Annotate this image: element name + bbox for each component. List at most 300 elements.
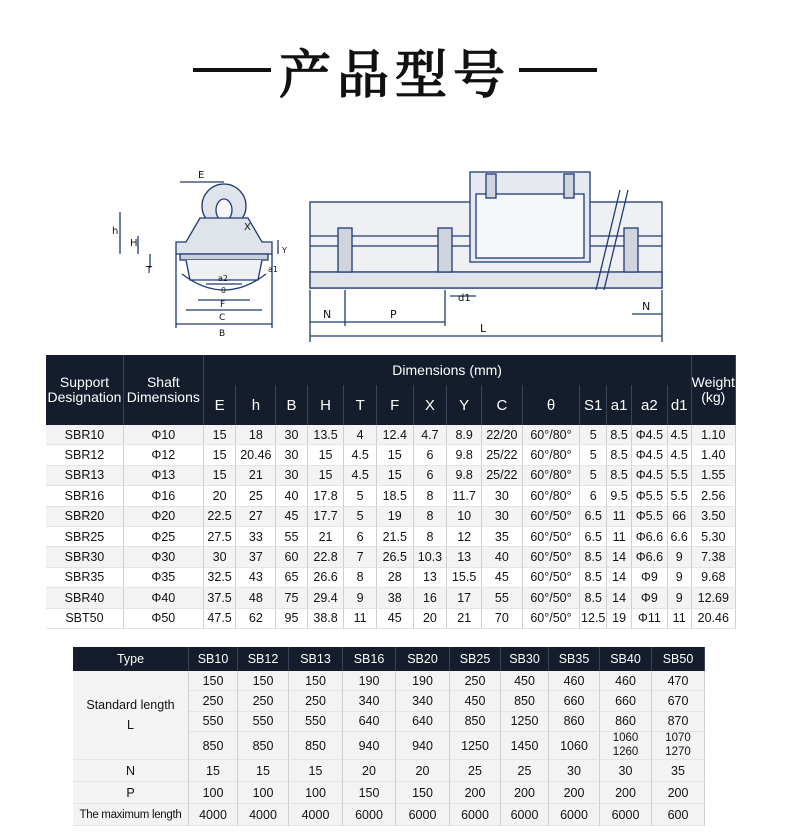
table-cell: 40	[276, 486, 307, 506]
table-cell: 5	[580, 425, 607, 445]
table-cell: Φ5.5	[632, 507, 668, 527]
table-cell: SBR10	[46, 425, 124, 445]
table-cell: 250	[450, 671, 501, 691]
header-dim-col: E	[204, 385, 237, 425]
table-row	[46, 609, 736, 629]
header-dim-col: d1	[668, 385, 692, 425]
table-cell: Φ50	[124, 609, 204, 629]
table-cell: 1250	[501, 712, 549, 732]
header-type-col: SB40	[600, 647, 652, 671]
table-cell: 460	[549, 671, 600, 691]
title-dash-right	[519, 68, 597, 72]
header-type-col: SB30	[501, 647, 549, 671]
label-a2: a2	[218, 274, 228, 283]
table-cell: 11	[344, 609, 377, 629]
table-cell: 20.46	[236, 445, 276, 465]
table-cell: 25	[501, 760, 549, 782]
standard-length-table	[73, 647, 705, 826]
table-cell: 940	[343, 732, 396, 760]
label-Y: Y	[282, 246, 287, 255]
title-text: 产品型号	[278, 45, 511, 106]
table-cell: 75	[276, 588, 307, 608]
table-cell: 450	[450, 691, 501, 711]
dimensions-table	[46, 355, 736, 629]
table-cell: 6.5	[580, 527, 607, 547]
table-cell: 5	[344, 507, 377, 527]
table-cell: 21	[447, 609, 482, 629]
table-cell: 22.8	[308, 547, 345, 567]
table-cell: 200	[600, 782, 652, 804]
table-cell: 60°/50°	[523, 609, 581, 629]
table-cell: 60°/50°	[523, 588, 581, 608]
table-cell: 15	[289, 760, 343, 782]
table-row	[46, 445, 736, 465]
table-cell: 4.5	[668, 445, 692, 465]
table-cell: 4.5	[344, 466, 377, 486]
table-cell: 640	[343, 712, 396, 732]
table-cell: 60°/80°	[523, 486, 581, 506]
table-cell: 6000	[600, 804, 652, 826]
table-cell: 6000	[450, 804, 501, 826]
header-type-col: SB20	[396, 647, 450, 671]
table-cell: 60	[276, 547, 307, 567]
end-view-drawing	[120, 182, 278, 328]
table-cell: 20	[396, 760, 450, 782]
table-cell: 7.38	[692, 547, 736, 567]
table-cell: Φ11	[632, 609, 668, 629]
table-cell: Φ6.6	[632, 547, 668, 567]
table-cell: 100	[238, 782, 289, 804]
table-cell: Φ20	[124, 507, 204, 527]
table-cell: 5.30	[692, 527, 736, 547]
title-dash-left	[193, 68, 271, 72]
table-cell: 43	[236, 568, 276, 588]
table-cell: 6000	[549, 804, 600, 826]
table-cell: 6.6	[668, 527, 692, 547]
table-cell: Φ25	[124, 527, 204, 547]
table-cell: 4000	[189, 804, 238, 826]
table-cell: Φ13	[124, 466, 204, 486]
table-cell: 27	[236, 507, 276, 527]
table-cell: 100	[289, 782, 343, 804]
table-cell: 190	[396, 671, 450, 691]
table-cell: 11	[607, 507, 632, 527]
table-cell: 9	[344, 588, 377, 608]
table-cell: Φ6.6	[632, 527, 668, 547]
header-type-col: SB50	[652, 647, 705, 671]
table-cell: 600	[652, 804, 705, 826]
table-cell: 850	[189, 732, 238, 760]
table-cell: 95	[276, 609, 307, 629]
table-cell: 8	[414, 527, 448, 547]
table-cell: 15	[308, 466, 345, 486]
table-cell: 100	[189, 782, 238, 804]
table-cell: 14	[607, 588, 632, 608]
table-cell: 8	[344, 568, 377, 588]
table-cell: 48	[236, 588, 276, 608]
table-cell: 45	[377, 609, 414, 629]
table-cell: 860	[600, 712, 652, 732]
table-cell: 8.5	[607, 466, 632, 486]
table-cell: 1450	[501, 732, 549, 760]
table-cell: 9.5	[607, 486, 632, 506]
table-cell: 60°/50°	[523, 547, 581, 567]
table-cell: 30	[204, 547, 237, 567]
table-cell: 22/20	[482, 425, 523, 445]
standard-length-row	[73, 671, 705, 691]
n-row-label: N	[73, 760, 189, 782]
table-cell: 250	[189, 691, 238, 711]
table-row	[46, 547, 736, 567]
table-cell: 6	[580, 486, 607, 506]
table-cell: 15	[204, 425, 237, 445]
table-cell: 20	[343, 760, 396, 782]
table-cell: 15	[308, 445, 345, 465]
table-cell: 55	[482, 588, 523, 608]
table-cell: 17.8	[308, 486, 345, 506]
table-cell: 40	[482, 547, 523, 567]
table-cell: 200	[652, 782, 705, 804]
table-cell: 12	[447, 527, 482, 547]
table-row	[46, 568, 736, 588]
table-cell: 13	[414, 568, 448, 588]
table-cell: 38.8	[308, 609, 345, 629]
table-cell: 66	[668, 507, 692, 527]
table-cell: 18	[236, 425, 276, 445]
technical-drawing	[0, 150, 790, 350]
table-cell: 60°/50°	[523, 527, 581, 547]
dimensions-table-body	[46, 425, 736, 629]
table-cell: 21	[308, 527, 345, 547]
table-cell: Φ12	[124, 445, 204, 465]
table-cell: 20.46	[692, 609, 736, 629]
table-cell: 6000	[501, 804, 549, 826]
table-cell: 45	[276, 507, 307, 527]
table-cell: 850	[450, 712, 501, 732]
table-cell: 940	[396, 732, 450, 760]
table-row	[46, 527, 736, 547]
length-table-header-row	[73, 647, 705, 671]
side-view-drawing	[310, 172, 662, 342]
table-row	[46, 507, 736, 527]
table-cell: 1.10	[692, 425, 736, 445]
table-cell: 25	[236, 486, 276, 506]
header-type-col: SB35	[549, 647, 600, 671]
table-row	[46, 486, 736, 506]
table-cell: 8.5	[580, 588, 607, 608]
table-cell: 4.7	[414, 425, 448, 445]
table-cell: 55	[276, 527, 307, 547]
table-cell: 190	[343, 671, 396, 691]
table-cell: 5.5	[668, 466, 692, 486]
table-cell: 25/22	[482, 445, 523, 465]
table-cell: 20	[414, 609, 448, 629]
table-cell: Φ30	[124, 547, 204, 567]
table-cell: 60°/80°	[523, 466, 581, 486]
table-cell: SBR25	[46, 527, 124, 547]
table-cell: 870	[652, 712, 705, 732]
table-cell: 15	[377, 445, 414, 465]
standard-length-label-l: L	[127, 718, 134, 733]
table-cell: 13	[447, 547, 482, 567]
header-type-col: SB12	[238, 647, 289, 671]
table-cell: 60°/80°	[523, 445, 581, 465]
table-cell: 2.56	[692, 486, 736, 506]
header-dim-col: X	[414, 385, 448, 425]
table-cell: 35	[652, 760, 705, 782]
table-cell: Φ9	[632, 568, 668, 588]
table-cell: Φ4.5	[632, 466, 668, 486]
table-cell: 150	[289, 671, 343, 691]
table-cell: 19	[607, 609, 632, 629]
cell-line: 1260	[612, 745, 639, 758]
table-row	[46, 588, 736, 608]
label-B: B	[219, 329, 226, 339]
table-cell: 11.7	[447, 486, 482, 506]
table-row	[46, 425, 736, 445]
table-cell: SBR40	[46, 588, 124, 608]
header-dimensions-mm: Dimensions (mm)	[204, 355, 692, 385]
table-cell: 21	[236, 466, 276, 486]
table-cell: 4	[344, 425, 377, 445]
header-weight-kg: Weight (kg)	[692, 355, 736, 425]
table-cell: 9.8	[447, 445, 482, 465]
table-cell: 200	[501, 782, 549, 804]
table-cell: 3.50	[692, 507, 736, 527]
header-type-col: SB10	[189, 647, 238, 671]
table-cell: 9.8	[447, 466, 482, 486]
label-P: P	[390, 308, 397, 321]
table-cell: 5	[344, 486, 377, 506]
header-support-designation: Support Designation	[46, 355, 124, 425]
label-C: C	[219, 313, 226, 323]
table-cell: 13.5	[308, 425, 345, 445]
table-cell: 150	[343, 782, 396, 804]
table-cell: 150	[189, 671, 238, 691]
table-cell: 670	[652, 691, 705, 711]
table-cell: 29.4	[308, 588, 345, 608]
table-cell: 12.4	[377, 425, 414, 445]
header-dim-col: h	[236, 385, 276, 425]
table-cell: 340	[343, 691, 396, 711]
table-cell: 4.5	[668, 425, 692, 445]
table-cell: 640	[396, 712, 450, 732]
page-title	[0, 30, 790, 110]
table-cell: Φ4.5	[632, 445, 668, 465]
table-cell: 15	[377, 466, 414, 486]
label-X: X	[244, 222, 251, 233]
table-cell: 14	[607, 547, 632, 567]
table-cell: 660	[549, 691, 600, 711]
table-cell: 22.5	[204, 507, 237, 527]
p-row	[73, 782, 705, 804]
table-cell: 550	[289, 712, 343, 732]
header-dim-col: H	[308, 385, 345, 425]
table-cell: 10.3	[414, 547, 448, 567]
header-dim-col: T	[344, 385, 377, 425]
table-cell: 30	[600, 760, 652, 782]
header-type-col: SB13	[289, 647, 343, 671]
header-dim-col: C	[482, 385, 523, 425]
table-cell: 6	[344, 527, 377, 547]
table-cell: 340	[396, 691, 450, 711]
table-cell: 8.9	[447, 425, 482, 445]
label-L: L	[480, 322, 487, 335]
table-cell: 35	[482, 527, 523, 547]
table-cell: 6000	[396, 804, 450, 826]
table-cell: 8.5	[607, 425, 632, 445]
table-cell: 9	[668, 547, 692, 567]
table-row	[46, 466, 736, 486]
table-cell: 47.5	[204, 609, 237, 629]
label-h: h	[112, 226, 119, 237]
table-cell: 33	[236, 527, 276, 547]
label-F: F	[220, 300, 226, 310]
header-type: Type	[73, 647, 189, 671]
table-cell: 28	[377, 568, 414, 588]
side-view-labels	[323, 293, 650, 335]
table-cell: 9	[668, 588, 692, 608]
table-cell: 12.5	[580, 609, 607, 629]
max-length-row-label: The maximum length	[73, 804, 189, 826]
table-cell: 460	[600, 671, 652, 691]
cell-line: 1060	[612, 732, 639, 745]
header-dim-col: Y	[447, 385, 482, 425]
table-cell: Φ35	[124, 568, 204, 588]
table-cell: SBT50	[46, 609, 124, 629]
table-cell: 62	[236, 609, 276, 629]
table-cell: 850	[238, 732, 289, 760]
table-cell: 5	[580, 466, 607, 486]
table-cell: 27.5	[204, 527, 237, 547]
table-cell: 200	[549, 782, 600, 804]
table-cell: 8.5	[580, 547, 607, 567]
label-theta: θ	[221, 286, 226, 295]
table-cell: SBR20	[46, 507, 124, 527]
table-cell: 15.5	[447, 568, 482, 588]
table-cell: 5	[580, 445, 607, 465]
n-row	[73, 760, 705, 782]
table-cell: Φ4.5	[632, 425, 668, 445]
header-dim-col: B	[276, 385, 307, 425]
table-cell: 60°/50°	[523, 507, 581, 527]
table-cell: 65	[276, 568, 307, 588]
table-cell: 4000	[289, 804, 343, 826]
max-length-row	[73, 804, 705, 826]
table-cell: 5.5	[668, 486, 692, 506]
table-cell: 9	[668, 568, 692, 588]
table-cell: 15	[189, 760, 238, 782]
table-cell: 19	[377, 507, 414, 527]
table-cell: SBR30	[46, 547, 124, 567]
table-cell	[652, 732, 705, 760]
table-cell: 470	[652, 671, 705, 691]
table-cell: 250	[238, 691, 289, 711]
table-cell: 16	[414, 588, 448, 608]
table-cell: 850	[289, 732, 343, 760]
table-cell: 4.5	[344, 445, 377, 465]
table-cell: 8.5	[580, 568, 607, 588]
header-dim-col: a2	[632, 385, 668, 425]
table-cell: SBR13	[46, 466, 124, 486]
table-cell: 37.5	[204, 588, 237, 608]
table-cell: 30	[276, 466, 307, 486]
table-cell: 45	[482, 568, 523, 588]
header-type-col: SB16	[343, 647, 396, 671]
table-cell: 4000	[238, 804, 289, 826]
header-dim-col: F	[377, 385, 414, 425]
table-cell: 1.55	[692, 466, 736, 486]
table-cell: 1060	[549, 732, 600, 760]
table-cell: 1250	[450, 732, 501, 760]
table-cell: 12.69	[692, 588, 736, 608]
table-cell: 25	[450, 760, 501, 782]
label-d1: d1	[458, 293, 471, 304]
table-cell: 26.6	[308, 568, 345, 588]
table-cell: 11	[607, 527, 632, 547]
header-dim-col: a1	[607, 385, 632, 425]
table-cell: 15	[238, 760, 289, 782]
label-a1: a1	[268, 265, 278, 274]
table-cell: 200	[450, 782, 501, 804]
cell-line: 1070	[665, 732, 691, 745]
table-cell: Φ9	[632, 588, 668, 608]
header-dim-col: S1	[580, 385, 607, 425]
label-T: T	[146, 265, 153, 276]
table-cell: 32.5	[204, 568, 237, 588]
table-cell: 11	[668, 609, 692, 629]
table-cell: SBR35	[46, 568, 124, 588]
table-cell: 450	[501, 671, 549, 691]
table-cell: SBR16	[46, 486, 124, 506]
table-cell: 26.5	[377, 547, 414, 567]
table-cell: 10	[447, 507, 482, 527]
table-cell: 18.5	[377, 486, 414, 506]
table-cell: 21.5	[377, 527, 414, 547]
table-cell: 70	[482, 609, 523, 629]
table-cell: 17.7	[308, 507, 345, 527]
table-cell: 14	[607, 568, 632, 588]
p-row-label: P	[73, 782, 189, 804]
table-cell: 30	[276, 445, 307, 465]
table-cell: Φ16	[124, 486, 204, 506]
table-cell: 30	[549, 760, 600, 782]
label-H: H	[130, 238, 138, 249]
table-cell: 38	[377, 588, 414, 608]
label-N-left: N	[323, 308, 332, 321]
table-cell: 860	[549, 712, 600, 732]
table-cell: 250	[289, 691, 343, 711]
table-cell	[600, 732, 652, 760]
table-cell: SBR12	[46, 445, 124, 465]
table-cell: 30	[482, 507, 523, 527]
table-cell: 6	[414, 466, 448, 486]
table-cell: 150	[396, 782, 450, 804]
table-cell: Φ5.5	[632, 486, 668, 506]
cell-line: 1270	[665, 745, 691, 758]
header-shaft-dimensions: Shaft Dimensions	[124, 355, 204, 425]
table-cell: Φ40	[124, 588, 204, 608]
standard-length-label	[73, 671, 189, 760]
table-cell: 30	[276, 425, 307, 445]
table-cell: 30	[482, 486, 523, 506]
label-N-right: N	[642, 300, 651, 313]
table-cell: 15	[204, 466, 237, 486]
table-cell: 660	[600, 691, 652, 711]
table-cell: 15	[204, 445, 237, 465]
table-cell: 150	[238, 671, 289, 691]
standard-length-label-text: Standard length	[86, 698, 175, 713]
